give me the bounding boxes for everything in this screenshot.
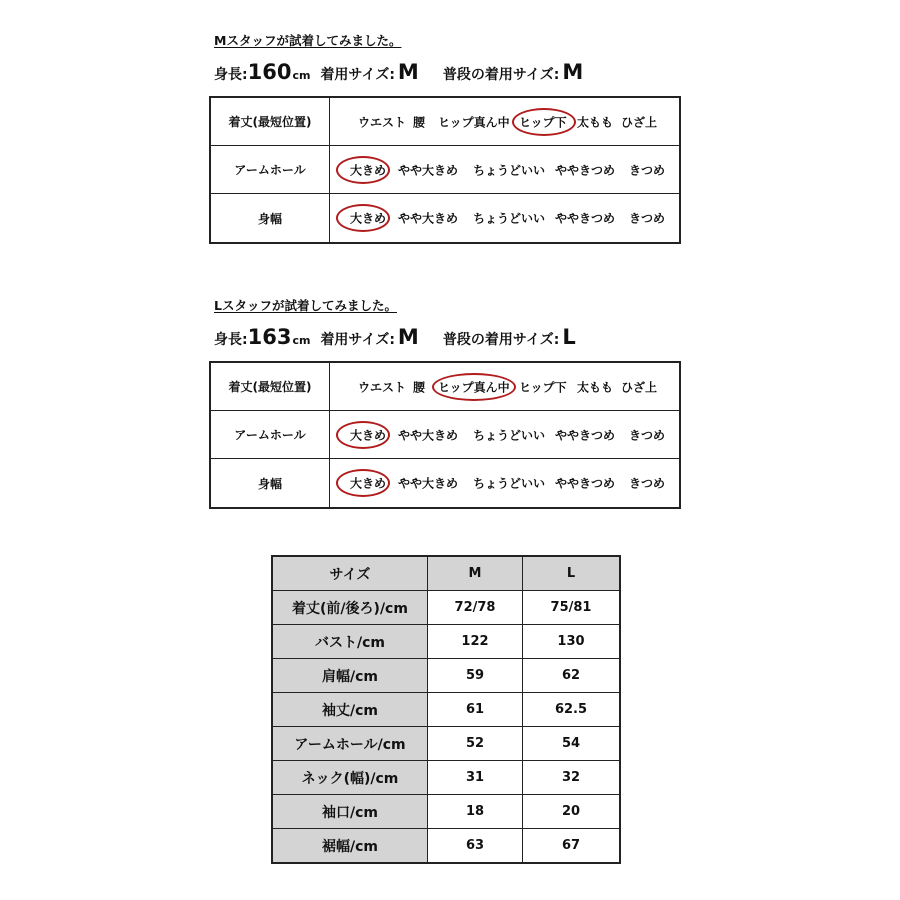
wear-size-label: 着用サイズ:: [320, 332, 395, 348]
cell-l: 32: [561, 770, 581, 785]
fit-row-armhole: [211, 411, 679, 459]
cell-m: 61: [428, 693, 523, 726]
cell-l: 75/81: [550, 600, 592, 615]
cell-l: 130: [557, 634, 585, 649]
fit-option-selected: ヒップ下: [519, 115, 567, 129]
fit-option: ややきつめ: [555, 163, 616, 177]
selection-circle-icon: [432, 373, 516, 401]
fit-option: 太もも: [577, 115, 614, 129]
header-cell: サイズ: [273, 557, 428, 590]
fit-option: ちょうどいい: [473, 476, 546, 491]
table-row: [273, 727, 619, 761]
fit-option: ヒップ真ん中: [438, 115, 510, 129]
height-unit: cm: [292, 334, 311, 347]
height-label: 身長:: [214, 332, 248, 348]
fit-row-label: 着丈(最短位置): [211, 363, 330, 410]
fit-option-selected: ヒップ真ん中: [438, 380, 510, 394]
height-label: 身長:: [214, 67, 248, 83]
fit-option: 腰: [413, 380, 426, 394]
cell-m: 18: [428, 795, 523, 828]
cell-m: 59: [428, 659, 523, 692]
fit-option: 腰: [413, 115, 426, 129]
fit-table: [209, 96, 681, 244]
fit-option: ややきつめ: [555, 211, 616, 226]
cell-l: 67: [561, 838, 581, 853]
fit-option: ちょうどいい: [473, 211, 546, 226]
size-table: [271, 555, 621, 864]
row-label: ネック(幅)/cm: [273, 761, 428, 794]
cell-l: 62: [561, 668, 581, 683]
table-row: [273, 829, 619, 862]
cell-m: 52: [428, 727, 523, 760]
wear-size-value: M: [397, 60, 419, 84]
row-label: アームホール/cm: [273, 727, 428, 760]
fit-options: [330, 146, 679, 193]
height-unit: cm: [292, 69, 311, 82]
selection-circle-icon: [336, 156, 390, 184]
fit-option: やや大きめ: [398, 163, 459, 177]
fit-row-length: [211, 98, 679, 146]
usual-size-label: 普段の着用サイズ:: [442, 332, 560, 348]
usual-size-value: M: [562, 60, 584, 84]
table-row: [273, 591, 619, 625]
fit-options: [330, 363, 679, 410]
staff-stats: [214, 60, 583, 84]
cell-m: 63: [428, 829, 523, 862]
usual-size-value: L: [562, 325, 576, 349]
header-cell: M: [428, 557, 523, 590]
cell-m: 31: [428, 761, 523, 794]
fit-options: [330, 194, 679, 242]
fit-option-selected: 大きめ: [350, 163, 387, 177]
fit-option: きつめ: [629, 211, 666, 226]
fit-options: [330, 98, 679, 145]
fit-option-selected: 大きめ: [350, 428, 387, 442]
wear-size-label: 着用サイズ:: [320, 67, 395, 83]
fit-option: ひざ上: [621, 115, 658, 129]
fit-row-label: 着丈(最短位置): [211, 98, 330, 145]
cell-l: 20: [561, 804, 581, 819]
fit-row-width: [211, 459, 679, 507]
fit-option-selected: 大きめ: [350, 211, 387, 226]
selection-circle-icon: [336, 204, 390, 232]
fit-option: やや大きめ: [398, 428, 459, 442]
fit-row-label: アームホール: [211, 411, 330, 458]
size-table-header: [273, 557, 619, 591]
table-row: [273, 659, 619, 693]
fit-option-selected: 大きめ: [350, 476, 387, 491]
selection-circle-icon: [336, 469, 390, 497]
section-title: Lスタッフが試着してみました。: [214, 298, 397, 313]
fit-row-length: [211, 363, 679, 411]
cell-m: 72/78: [428, 591, 523, 624]
fit-option: やや大きめ: [398, 476, 459, 491]
fit-row-armhole: [211, 146, 679, 194]
table-row: [273, 625, 619, 659]
row-label: バスト/cm: [273, 625, 428, 658]
row-label: 肩幅/cm: [273, 659, 428, 692]
fit-option: ヒップ下: [519, 380, 567, 394]
fit-row-label: 身幅: [211, 459, 330, 507]
usual-size-label: 普段の着用サイズ:: [442, 67, 560, 83]
fit-row-width: [211, 194, 679, 242]
row-label: 袖丈/cm: [273, 693, 428, 726]
fit-option: ややきつめ: [555, 428, 616, 442]
height-value: 163: [247, 325, 292, 349]
fit-option: きつめ: [629, 163, 666, 177]
height-value: 160: [247, 60, 292, 84]
selection-circle-icon: [336, 421, 390, 449]
fit-option: きつめ: [629, 428, 666, 442]
cell-l: 62.5: [554, 702, 588, 717]
wear-size-value: M: [397, 325, 419, 349]
fit-option: ウエスト: [358, 115, 407, 129]
fit-options: [330, 459, 679, 507]
table-row: [273, 693, 619, 727]
fit-options: [330, 411, 679, 458]
fit-option: ややきつめ: [555, 476, 616, 491]
fit-table: [209, 361, 681, 509]
row-label: 袖口/cm: [273, 795, 428, 828]
fit-option: ウエスト: [358, 380, 407, 394]
fit-row-label: 身幅: [211, 194, 330, 242]
fit-row-label: アームホール: [211, 146, 330, 193]
fit-option: ひざ上: [621, 380, 658, 394]
row-label: 裾幅/cm: [273, 829, 428, 862]
fit-option: ちょうどいい: [473, 163, 546, 177]
fit-option: きつめ: [629, 476, 666, 491]
fit-option: ちょうどいい: [473, 428, 546, 442]
selection-circle-icon: [512, 108, 576, 136]
row-label: 着丈(前/後ろ)/cm: [273, 591, 428, 624]
header-cell: L: [523, 557, 619, 590]
cell-l: 54: [561, 736, 581, 751]
table-row: [273, 761, 619, 795]
section-title: Mスタッフが試着してみました。: [214, 33, 402, 48]
fit-option: 太もも: [577, 380, 614, 394]
fit-option: やや大きめ: [398, 211, 459, 226]
staff-stats: [214, 325, 576, 349]
table-row: [273, 795, 619, 829]
cell-m: 122: [428, 625, 523, 658]
